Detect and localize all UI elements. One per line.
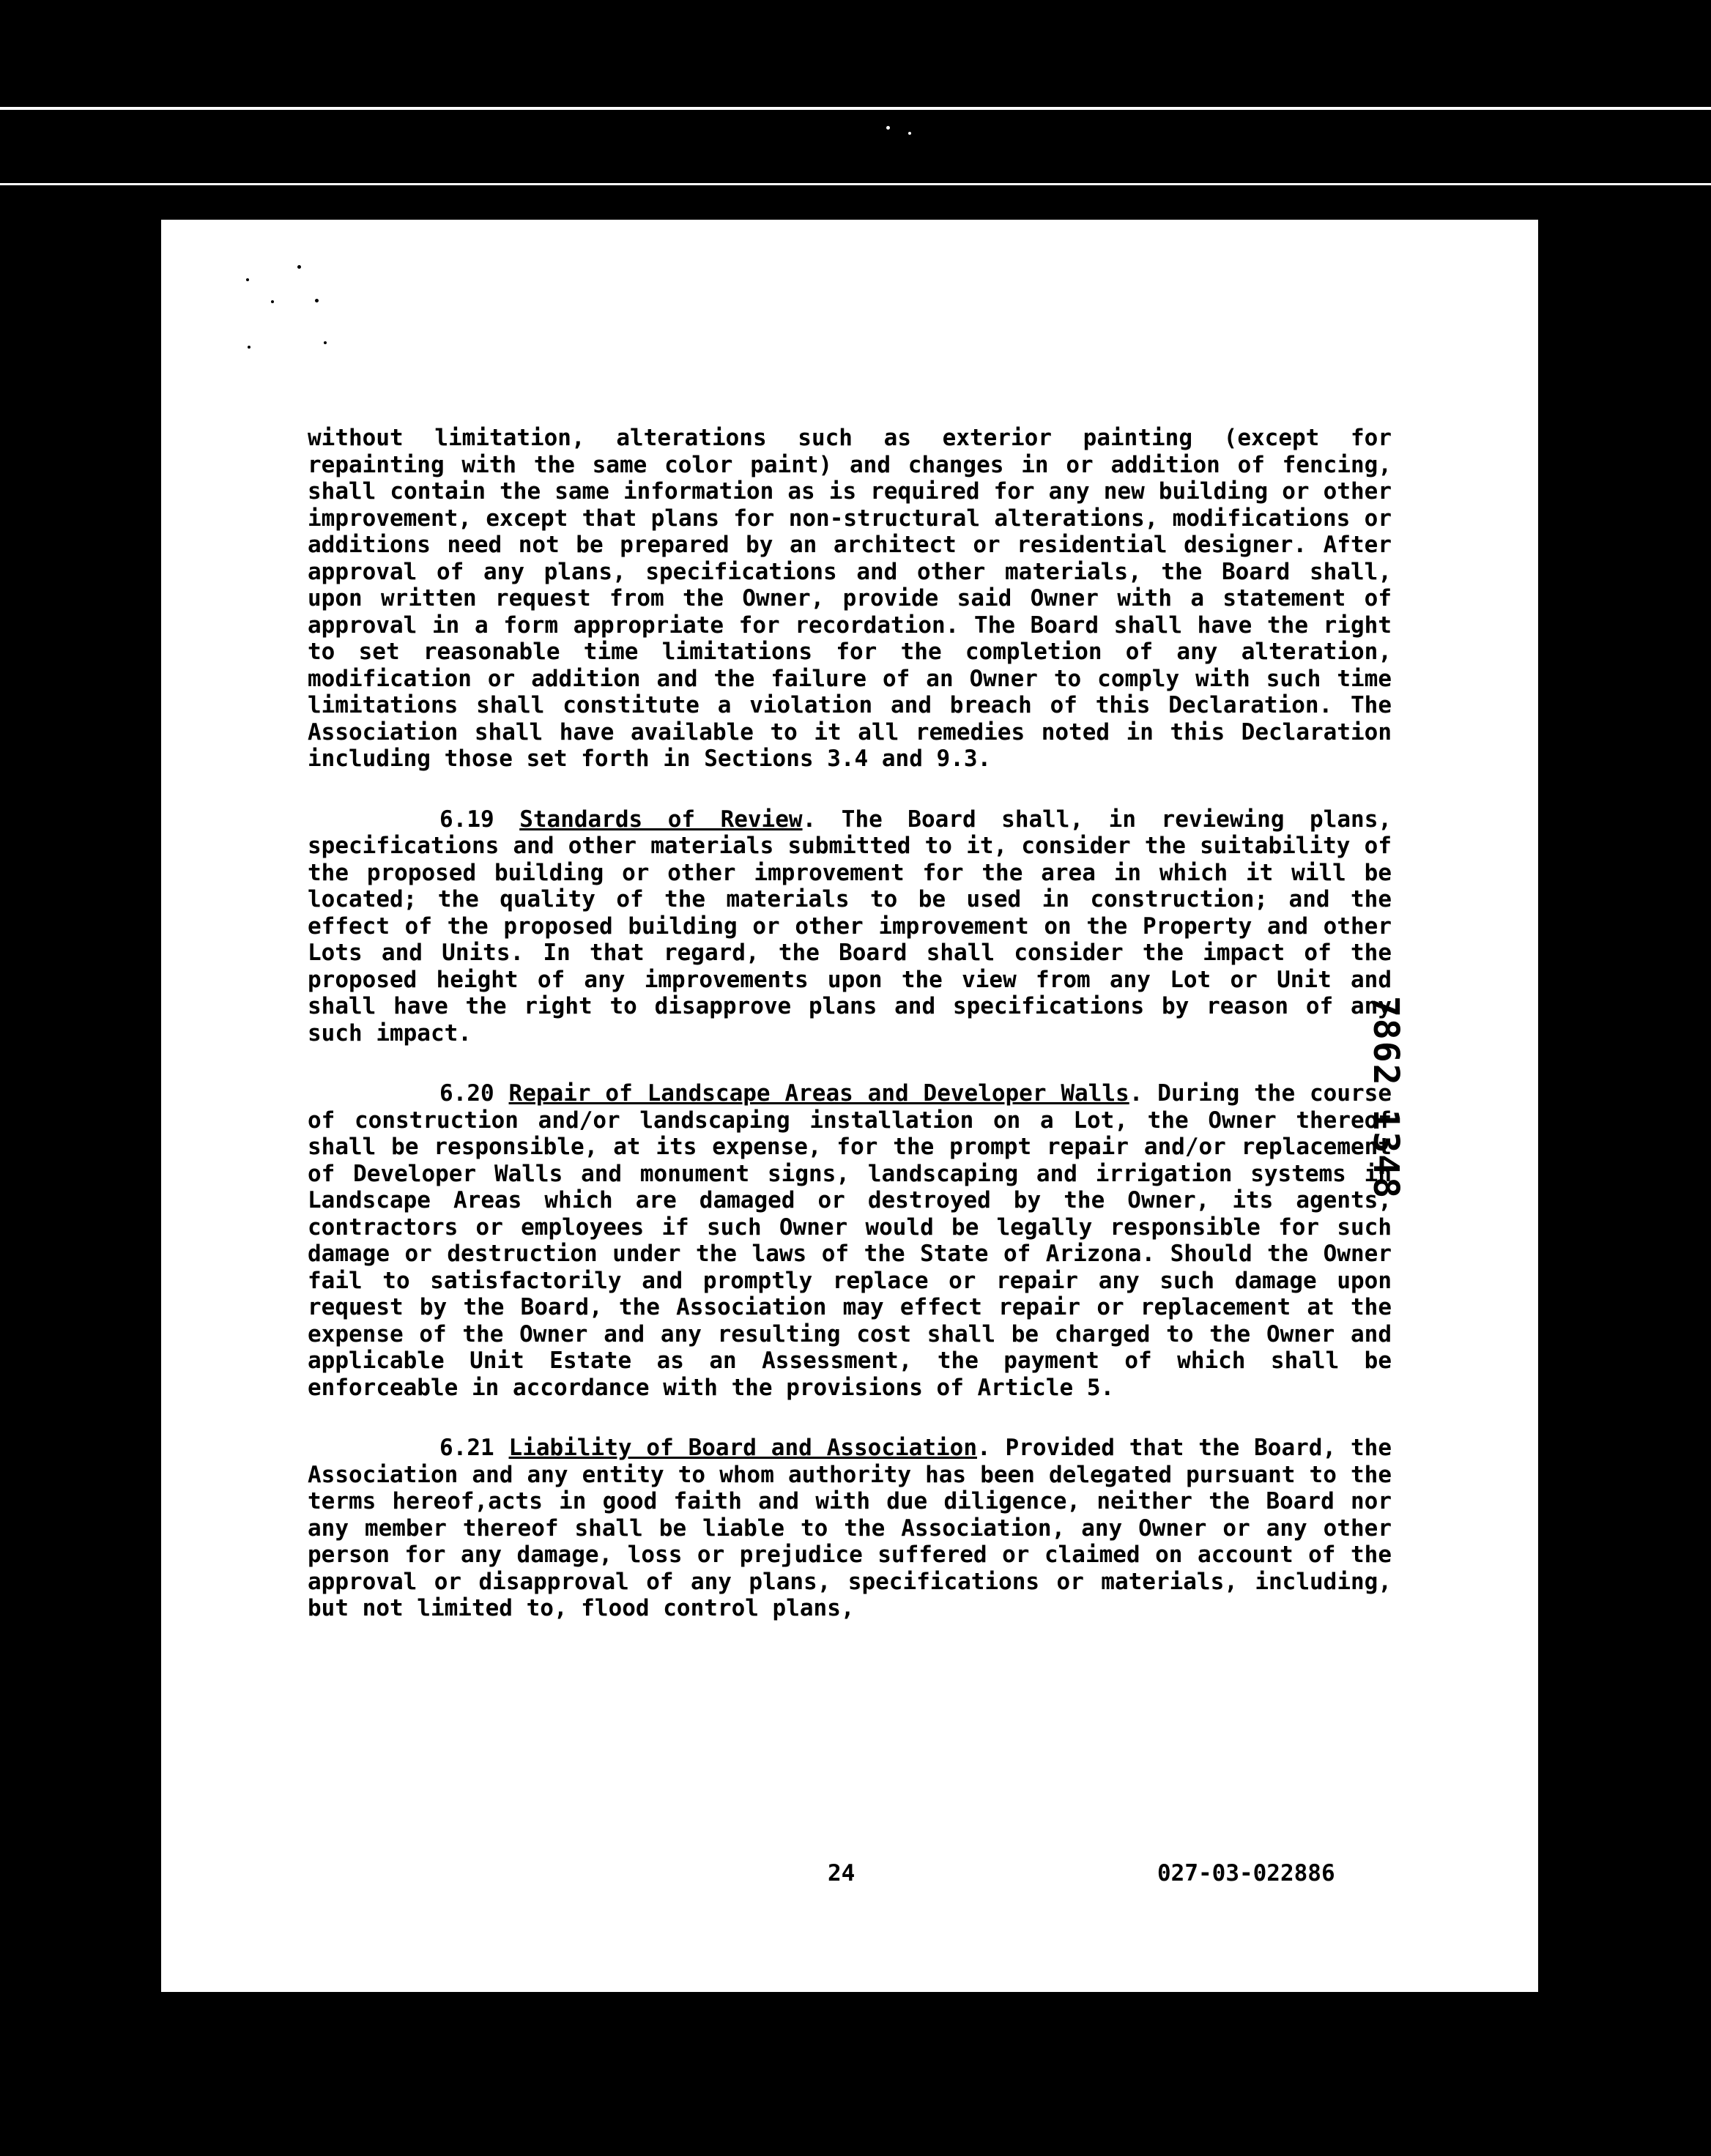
section-title-suffix: . [1129, 1080, 1143, 1107]
section-title: Standards of Review [519, 806, 803, 833]
recording-number-stamp: 7862 1348 [1365, 996, 1406, 1200]
section-number: 6.19 [439, 806, 494, 833]
scan-noise [315, 299, 319, 302]
section-6-19 [308, 806, 1392, 1047]
section-6-20 [308, 1080, 1392, 1401]
section-title: Repair of Landscape Areas and Developer Walls [508, 1080, 1129, 1107]
paragraph-continuation [308, 425, 1392, 773]
scan-border-line-lower [0, 183, 1711, 185]
scan-noise [248, 346, 250, 349]
scan-noise [297, 265, 301, 269]
scan-noise [908, 132, 911, 135]
scan-noise [271, 300, 274, 303]
scan-border-line-top [0, 107, 1711, 110]
scan-noise [886, 126, 890, 130]
paragraph-text: without limitation, alterations such as exterior painting (except for repainting with the same color paint) and changes in or addition of fencing, shall contain the same information as is required for any new building or other improvement, except that plans for non-structural alterations, modifications or additions need not be prepared by an architect or residential designer. After approval of any plans, specifications and other materials, the Board shall, upon written request from the Owner, provide said Owner with a statement of approval in a form appropriate for recordation. The Board shall have the right to set reasonable time limitations for the completion of any alteration, modification or addition and the failure of an Owner to comply with such time limitations shall constitute a violation and breach of this Declaration. The Association shall have available to it all remedies noted in this Declaration including those set forth in Sections 3.4 and 9.3. [308, 425, 1392, 772]
section-6-21 [308, 1435, 1392, 1622]
section-title-suffix: . [976, 1435, 991, 1461]
scan-noise [324, 341, 327, 344]
paragraph-text: Provided that the Board, the Association and any entity to whom authority has been delegated pursuant to the terms hereof,acts in good faith and with due diligence, neither the Board nor any member thereof shall be liable to the Association, any Owner or any other person for any damage, loss or prejudice suffered or claimed on account of the approval or disapproval of any plans, specifications or materials, including, but not limited to, flood control plans, [308, 1435, 1392, 1621]
section-number: 6.21 [439, 1435, 494, 1461]
section-title-suffix: . [802, 806, 817, 833]
page-number: 24 [828, 1860, 856, 1886]
document-number: 027-03-022886 [1157, 1860, 1335, 1886]
scan-noise [246, 278, 249, 281]
document-page [161, 220, 1538, 1992]
paragraph-text: During the course of construction and/or landscaping installation on a Lot, the Owner thereof shall be responsible, at its expense, for the prompt repair and/or replacement of Developer Walls and monument signs, landscaping and irrigation systems in Landscape Areas which are damaged or destroyed by the Owner, its agents, contractors or employees if such Owner would be legally responsible for such damage or destruction under the laws of the State of Arizona. Should the Owner fail to satisfactorily and promptly replace or repair any such damage upon request by the Board, the Association may effect repair or replacement at the expense of the Owner and any resulting cost shall be charged to the Owner and applicable Unit Estate as an Assessment, the payment of which shall be enforceable in accordance with the provisions of Article 5. [308, 1080, 1392, 1401]
document-body [308, 425, 1392, 1656]
section-number: 6.20 [439, 1080, 494, 1107]
section-title: Liability of Board and Association [508, 1435, 977, 1461]
paragraph-text: The Board shall, in reviewing plans, specifications and other materials submitted to it, consider the suitability of the proposed building or other improvement for the area in which it will be located; the quality of the materials to be used in construction; and the effect of the proposed building or other improvement on the Property and other Lots and Units. In that regard, the Board shall consider the impact of the proposed height of any improvements upon the view from any Lot or Unit and shall have the right to disapprove plans and specifications by reason of any such impact. [308, 806, 1392, 1047]
